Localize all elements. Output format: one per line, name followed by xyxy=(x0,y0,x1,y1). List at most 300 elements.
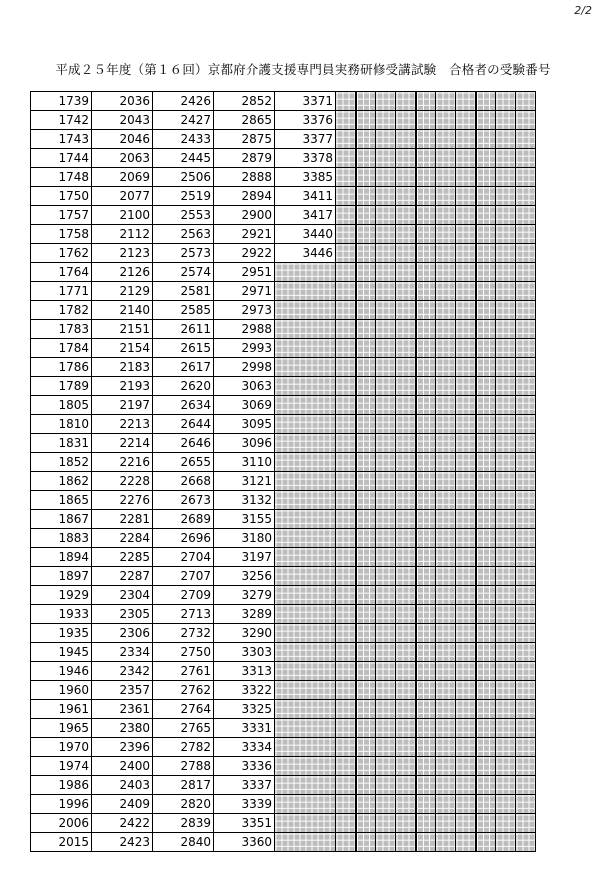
exam-number-cell: 2423 xyxy=(92,833,153,852)
exam-number-cell: 2646 xyxy=(153,434,214,453)
exam-number-cell: 2036 xyxy=(92,92,153,111)
exam-number-cell: 2888 xyxy=(214,168,275,187)
empty-cell xyxy=(336,567,356,586)
empty-cell xyxy=(275,624,336,643)
exam-number-cell: 2696 xyxy=(153,529,214,548)
empty-cell xyxy=(436,149,456,168)
empty-cell xyxy=(436,776,456,795)
empty-cell xyxy=(476,472,496,491)
table-row xyxy=(31,434,536,453)
empty-cell xyxy=(456,548,476,567)
empty-cell xyxy=(456,149,476,168)
empty-cell xyxy=(416,111,436,130)
empty-cell xyxy=(496,472,516,491)
table-row xyxy=(31,795,536,814)
exam-number-cell: 2129 xyxy=(92,282,153,301)
empty-cell xyxy=(356,795,376,814)
empty-cell xyxy=(436,738,456,757)
exam-number-cell: 2433 xyxy=(153,130,214,149)
empty-cell xyxy=(396,491,416,510)
empty-cell xyxy=(516,206,536,225)
page-number: 2/2 xyxy=(574,4,592,17)
exam-number-cell: 2112 xyxy=(92,225,153,244)
empty-cell xyxy=(396,301,416,320)
empty-cell xyxy=(496,358,516,377)
table-row xyxy=(31,776,536,795)
empty-cell xyxy=(516,263,536,282)
exam-number-cell: 2380 xyxy=(92,719,153,738)
exam-number-cell: 1933 xyxy=(31,605,92,624)
empty-cell xyxy=(396,263,416,282)
empty-cell xyxy=(456,624,476,643)
empty-cell xyxy=(516,434,536,453)
empty-cell xyxy=(496,662,516,681)
empty-cell xyxy=(476,662,496,681)
empty-cell xyxy=(456,130,476,149)
empty-cell xyxy=(356,149,376,168)
empty-cell xyxy=(336,510,356,529)
empty-cell xyxy=(376,206,396,225)
empty-cell xyxy=(416,586,436,605)
empty-cell xyxy=(436,320,456,339)
exam-number-cell: 1974 xyxy=(31,757,92,776)
empty-cell xyxy=(456,605,476,624)
exam-number-cell: 2304 xyxy=(92,586,153,605)
empty-cell xyxy=(516,301,536,320)
empty-cell xyxy=(516,111,536,130)
exam-number-cell: 2852 xyxy=(214,92,275,111)
empty-cell xyxy=(275,396,336,415)
exam-number-cell: 2817 xyxy=(153,776,214,795)
empty-cell xyxy=(376,263,396,282)
empty-cell xyxy=(516,510,536,529)
empty-cell xyxy=(376,130,396,149)
table-row xyxy=(31,662,536,681)
empty-cell xyxy=(416,130,436,149)
empty-cell xyxy=(436,548,456,567)
empty-cell xyxy=(516,700,536,719)
empty-cell xyxy=(516,529,536,548)
empty-cell xyxy=(516,586,536,605)
empty-cell xyxy=(436,529,456,548)
empty-cell xyxy=(275,529,336,548)
empty-cell xyxy=(376,605,396,624)
empty-cell xyxy=(356,738,376,757)
empty-cell xyxy=(376,738,396,757)
exam-number-cell: 1758 xyxy=(31,225,92,244)
empty-cell xyxy=(456,833,476,852)
empty-cell xyxy=(476,510,496,529)
empty-cell xyxy=(356,206,376,225)
empty-cell xyxy=(396,529,416,548)
empty-cell xyxy=(416,567,436,586)
empty-cell xyxy=(356,529,376,548)
empty-cell xyxy=(496,700,516,719)
empty-cell xyxy=(516,244,536,263)
empty-cell xyxy=(356,681,376,700)
exam-number-cell: 1960 xyxy=(31,681,92,700)
empty-cell xyxy=(376,700,396,719)
empty-cell xyxy=(356,263,376,282)
empty-cell xyxy=(416,415,436,434)
empty-cell xyxy=(436,263,456,282)
empty-cell xyxy=(416,491,436,510)
exam-number-cell: 3377 xyxy=(275,130,336,149)
empty-cell xyxy=(336,548,356,567)
empty-cell xyxy=(396,719,416,738)
exam-number-cell: 2519 xyxy=(153,187,214,206)
empty-cell xyxy=(476,776,496,795)
empty-cell xyxy=(496,548,516,567)
empty-cell xyxy=(336,396,356,415)
exam-number-cell: 2553 xyxy=(153,206,214,225)
exam-number-cell: 2668 xyxy=(153,472,214,491)
empty-cell xyxy=(416,92,436,111)
empty-cell xyxy=(476,263,496,282)
exam-number-cell: 2197 xyxy=(92,396,153,415)
table-row xyxy=(31,415,536,434)
exam-number-cell: 3411 xyxy=(275,187,336,206)
empty-cell xyxy=(336,358,356,377)
empty-cell xyxy=(516,225,536,244)
empty-cell xyxy=(476,453,496,472)
empty-cell xyxy=(356,111,376,130)
empty-cell xyxy=(376,168,396,187)
table-row xyxy=(31,529,536,548)
exam-number-cell: 3376 xyxy=(275,111,336,130)
empty-cell xyxy=(436,567,456,586)
exam-number-cell: 2100 xyxy=(92,206,153,225)
exam-number-cell: 2762 xyxy=(153,681,214,700)
table-row xyxy=(31,339,536,358)
empty-cell xyxy=(476,833,496,852)
empty-cell xyxy=(336,263,356,282)
empty-cell xyxy=(416,168,436,187)
empty-cell xyxy=(356,453,376,472)
empty-cell xyxy=(476,548,496,567)
empty-cell xyxy=(456,396,476,415)
exam-number-cell: 2707 xyxy=(153,567,214,586)
exam-number-cell: 2077 xyxy=(92,187,153,206)
empty-cell xyxy=(336,415,356,434)
empty-cell xyxy=(496,206,516,225)
empty-cell xyxy=(416,320,436,339)
exam-number-cell: 3378 xyxy=(275,149,336,168)
empty-cell xyxy=(496,244,516,263)
table-row xyxy=(31,396,536,415)
exam-number-cell: 2988 xyxy=(214,320,275,339)
exam-number-cell: 2214 xyxy=(92,434,153,453)
exam-number-cell: 2400 xyxy=(92,757,153,776)
empty-cell xyxy=(476,529,496,548)
empty-cell xyxy=(336,168,356,187)
exam-number-cell: 2445 xyxy=(153,149,214,168)
empty-cell xyxy=(336,833,356,852)
empty-cell xyxy=(376,187,396,206)
empty-cell xyxy=(476,700,496,719)
empty-cell xyxy=(416,187,436,206)
empty-cell xyxy=(496,225,516,244)
exam-number-cell: 2140 xyxy=(92,301,153,320)
table-row xyxy=(31,377,536,396)
empty-cell xyxy=(376,529,396,548)
empty-cell xyxy=(436,130,456,149)
empty-cell xyxy=(416,339,436,358)
exam-number-cell: 2193 xyxy=(92,377,153,396)
table-row xyxy=(31,491,536,510)
table-row xyxy=(31,624,536,643)
exam-number-cell: 2879 xyxy=(214,149,275,168)
empty-cell xyxy=(396,757,416,776)
exam-number-cell: 3325 xyxy=(214,700,275,719)
exam-number-cell: 1739 xyxy=(31,92,92,111)
empty-cell xyxy=(376,567,396,586)
empty-cell xyxy=(336,472,356,491)
empty-cell xyxy=(396,567,416,586)
exam-number-cell: 2615 xyxy=(153,339,214,358)
empty-cell xyxy=(416,776,436,795)
exam-number-cell: 2765 xyxy=(153,719,214,738)
empty-cell xyxy=(356,719,376,738)
empty-cell xyxy=(436,282,456,301)
empty-cell xyxy=(376,111,396,130)
empty-cell xyxy=(376,814,396,833)
exam-number-cell: 1970 xyxy=(31,738,92,757)
empty-cell xyxy=(376,795,396,814)
empty-cell xyxy=(416,358,436,377)
empty-cell xyxy=(456,472,476,491)
empty-cell xyxy=(336,643,356,662)
empty-cell xyxy=(356,510,376,529)
exam-number-cell: 2611 xyxy=(153,320,214,339)
empty-cell xyxy=(496,415,516,434)
exam-number-cell: 2305 xyxy=(92,605,153,624)
empty-cell xyxy=(396,795,416,814)
exam-number-cell: 2563 xyxy=(153,225,214,244)
table-row xyxy=(31,719,536,738)
exam-number-cell: 2617 xyxy=(153,358,214,377)
exam-number-cell: 1742 xyxy=(31,111,92,130)
empty-cell xyxy=(396,396,416,415)
empty-cell xyxy=(275,776,336,795)
empty-cell xyxy=(476,92,496,111)
empty-cell xyxy=(356,396,376,415)
exam-number-cell: 3360 xyxy=(214,833,275,852)
empty-cell xyxy=(275,453,336,472)
table-row xyxy=(31,206,536,225)
empty-cell xyxy=(476,434,496,453)
empty-cell xyxy=(436,396,456,415)
empty-cell xyxy=(476,244,496,263)
empty-cell xyxy=(436,643,456,662)
empty-cell xyxy=(456,282,476,301)
empty-cell xyxy=(336,700,356,719)
empty-cell xyxy=(436,719,456,738)
exam-number-cell: 1784 xyxy=(31,339,92,358)
empty-cell xyxy=(416,396,436,415)
exam-number-cell: 2573 xyxy=(153,244,214,263)
empty-cell xyxy=(336,757,356,776)
empty-cell xyxy=(275,814,336,833)
empty-cell xyxy=(376,681,396,700)
empty-cell xyxy=(436,833,456,852)
exam-number-cell: 2154 xyxy=(92,339,153,358)
exam-number-cell: 1894 xyxy=(31,548,92,567)
empty-cell xyxy=(416,719,436,738)
exam-number-cell: 1945 xyxy=(31,643,92,662)
empty-cell xyxy=(476,130,496,149)
exam-number-cell: 1883 xyxy=(31,529,92,548)
empty-cell xyxy=(416,529,436,548)
empty-cell xyxy=(516,282,536,301)
exam-number-cell: 1782 xyxy=(31,301,92,320)
exam-number-cell: 2306 xyxy=(92,624,153,643)
exam-number-cell: 2361 xyxy=(92,700,153,719)
table-row xyxy=(31,738,536,757)
empty-cell xyxy=(436,358,456,377)
empty-cell xyxy=(416,833,436,852)
empty-cell xyxy=(496,130,516,149)
exam-number-cell: 3417 xyxy=(275,206,336,225)
exam-number-cell: 2875 xyxy=(214,130,275,149)
table-row xyxy=(31,301,536,320)
empty-cell xyxy=(456,358,476,377)
empty-cell xyxy=(496,301,516,320)
empty-cell xyxy=(436,434,456,453)
empty-cell xyxy=(416,244,436,263)
empty-cell xyxy=(476,624,496,643)
empty-cell xyxy=(376,92,396,111)
exam-number-cell: 2427 xyxy=(153,111,214,130)
empty-cell xyxy=(336,719,356,738)
empty-cell xyxy=(336,624,356,643)
empty-cell xyxy=(516,757,536,776)
empty-cell xyxy=(356,168,376,187)
empty-cell xyxy=(416,643,436,662)
empty-cell xyxy=(275,263,336,282)
empty-cell xyxy=(356,624,376,643)
exam-number-cell: 2689 xyxy=(153,510,214,529)
empty-cell xyxy=(516,833,536,852)
exam-number-cell: 2284 xyxy=(92,529,153,548)
empty-cell xyxy=(376,491,396,510)
empty-cell xyxy=(496,453,516,472)
exam-number-cell: 1961 xyxy=(31,700,92,719)
empty-cell xyxy=(516,643,536,662)
empty-cell xyxy=(496,92,516,111)
empty-cell xyxy=(396,225,416,244)
exam-number-cell: 1831 xyxy=(31,434,92,453)
exam-number-cell: 2761 xyxy=(153,662,214,681)
empty-cell xyxy=(336,320,356,339)
empty-cell xyxy=(336,339,356,358)
empty-cell xyxy=(436,605,456,624)
empty-cell xyxy=(396,472,416,491)
empty-cell xyxy=(275,339,336,358)
empty-cell xyxy=(356,282,376,301)
empty-cell xyxy=(356,548,376,567)
empty-cell xyxy=(356,757,376,776)
empty-cell xyxy=(416,738,436,757)
empty-cell xyxy=(336,377,356,396)
empty-cell xyxy=(275,833,336,852)
empty-cell xyxy=(456,719,476,738)
empty-cell xyxy=(516,320,536,339)
empty-cell xyxy=(396,662,416,681)
empty-cell xyxy=(376,282,396,301)
empty-cell xyxy=(496,491,516,510)
exam-number-cell: 2713 xyxy=(153,605,214,624)
exam-number-cell: 3132 xyxy=(214,491,275,510)
empty-cell xyxy=(456,339,476,358)
empty-cell xyxy=(275,282,336,301)
empty-cell xyxy=(376,320,396,339)
exam-number-cell: 2921 xyxy=(214,225,275,244)
empty-cell xyxy=(356,225,376,244)
exam-number-cell: 2426 xyxy=(153,92,214,111)
exam-number-cell: 2403 xyxy=(92,776,153,795)
empty-cell xyxy=(516,624,536,643)
empty-cell xyxy=(376,472,396,491)
empty-cell xyxy=(396,776,416,795)
empty-cell xyxy=(476,491,496,510)
empty-cell xyxy=(436,681,456,700)
table-row xyxy=(31,814,536,833)
empty-cell xyxy=(476,377,496,396)
empty-cell xyxy=(436,168,456,187)
exam-number-cell: 1852 xyxy=(31,453,92,472)
empty-cell xyxy=(476,168,496,187)
exam-number-cell: 3095 xyxy=(214,415,275,434)
exam-number-cell: 3440 xyxy=(275,225,336,244)
empty-cell xyxy=(516,358,536,377)
exam-number-cell: 3063 xyxy=(214,377,275,396)
empty-cell xyxy=(416,149,436,168)
exam-number-cell: 3336 xyxy=(214,757,275,776)
empty-cell xyxy=(356,586,376,605)
exam-number-cell: 3155 xyxy=(214,510,275,529)
empty-cell xyxy=(436,415,456,434)
empty-cell xyxy=(456,814,476,833)
empty-cell xyxy=(376,510,396,529)
empty-cell xyxy=(396,377,416,396)
exam-number-cell: 3313 xyxy=(214,662,275,681)
empty-cell xyxy=(275,377,336,396)
empty-cell xyxy=(496,757,516,776)
empty-cell xyxy=(496,567,516,586)
empty-cell xyxy=(456,643,476,662)
exam-number-cell: 2620 xyxy=(153,377,214,396)
empty-cell xyxy=(436,301,456,320)
exam-number-cell: 2750 xyxy=(153,643,214,662)
exam-number-cell: 2900 xyxy=(214,206,275,225)
empty-cell xyxy=(496,624,516,643)
empty-cell xyxy=(496,320,516,339)
exam-number-cell: 1810 xyxy=(31,415,92,434)
empty-cell xyxy=(275,662,336,681)
empty-cell xyxy=(436,795,456,814)
table-row xyxy=(31,282,536,301)
exam-number-cell: 1996 xyxy=(31,795,92,814)
empty-cell xyxy=(456,434,476,453)
empty-cell xyxy=(456,168,476,187)
empty-cell xyxy=(356,491,376,510)
empty-cell xyxy=(516,548,536,567)
empty-cell xyxy=(356,301,376,320)
exam-number-cell: 2396 xyxy=(92,738,153,757)
empty-cell xyxy=(275,567,336,586)
empty-cell xyxy=(456,567,476,586)
